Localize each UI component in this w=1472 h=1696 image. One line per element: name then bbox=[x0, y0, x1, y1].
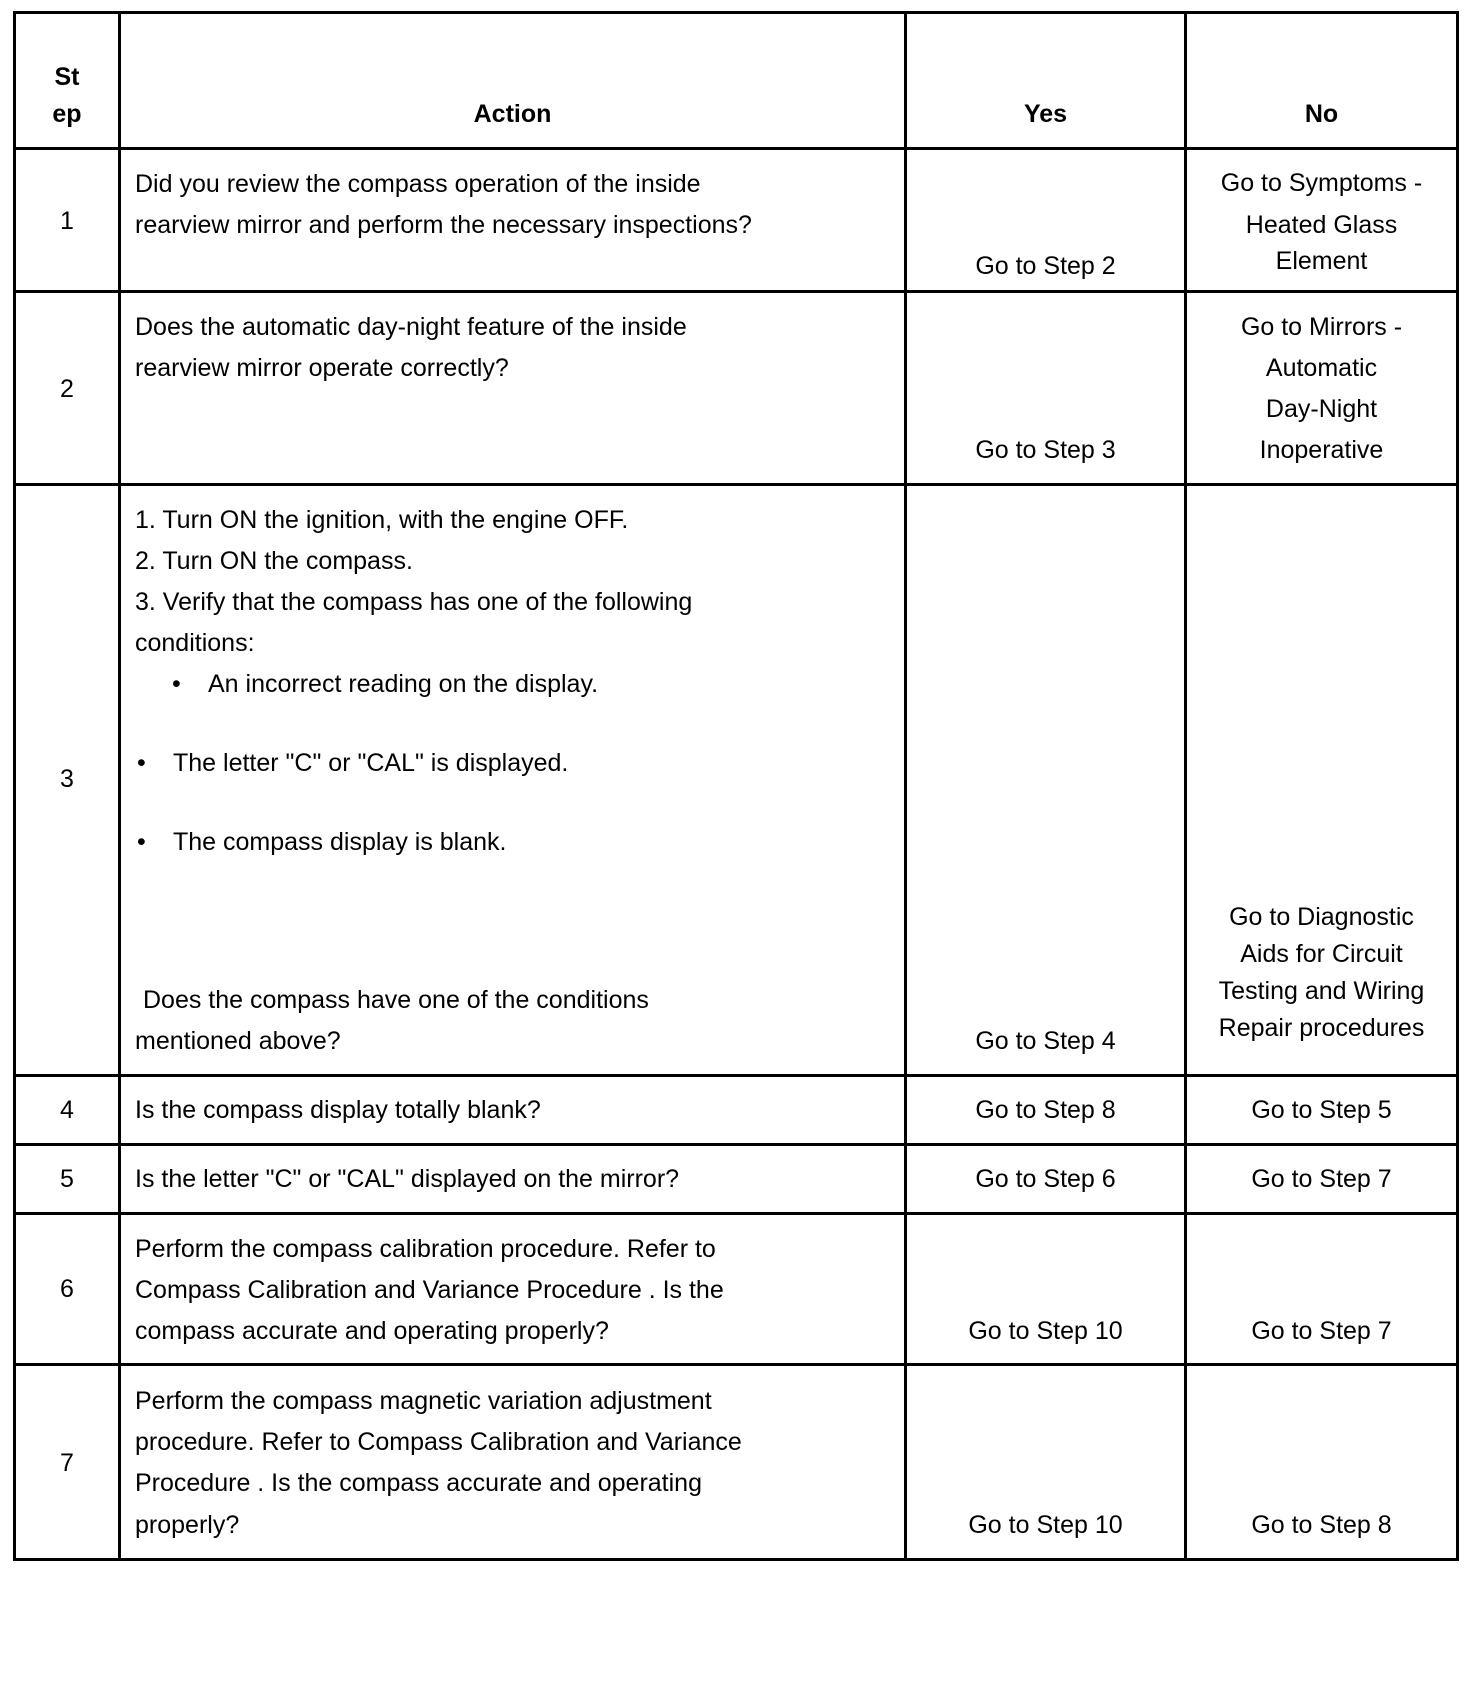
no-cell bbox=[1187, 486, 1456, 1074]
no-line: Go to Step 7 bbox=[1251, 1165, 1392, 1193]
no-line: Testing and Wiring bbox=[1218, 977, 1425, 1005]
bullet-text: An incorrect reading on the display. bbox=[208, 670, 599, 698]
numbered-step: 2. Turn ON the compass. bbox=[135, 547, 413, 575]
no-cell bbox=[1187, 1146, 1456, 1212]
no-line: Go to Symptoms - bbox=[1220, 169, 1423, 197]
bullet-icon: • bbox=[172, 670, 181, 698]
action-line: Is the letter "C" or "CAL" displayed on the mirror? bbox=[135, 1165, 680, 1193]
step-cell bbox=[16, 1215, 121, 1363]
no-line: Element bbox=[1275, 247, 1368, 275]
action-line: properly? bbox=[135, 1511, 240, 1539]
yes-cell bbox=[907, 486, 1187, 1074]
action-cell bbox=[121, 150, 907, 290]
header-step-cell bbox=[16, 14, 121, 147]
question-line: Does the compass have one of the conditions bbox=[143, 986, 649, 1014]
step-cell bbox=[16, 293, 121, 483]
header-no-cell bbox=[1187, 14, 1456, 147]
action-line: Perform the compass magnetic variation adjustment bbox=[135, 1387, 712, 1415]
action-cell bbox=[121, 1146, 907, 1212]
action-line: rearview mirror operate correctly? bbox=[135, 354, 509, 382]
yes-link: Go to Step 10 bbox=[968, 1317, 1123, 1345]
no-line: Go to Diagnostic bbox=[1229, 903, 1414, 931]
action-line: Is the compass display totally blank? bbox=[135, 1096, 541, 1124]
header-action: Action bbox=[473, 100, 552, 128]
step-number: 5 bbox=[60, 1165, 74, 1193]
header-step-line-1: St bbox=[54, 63, 80, 91]
header-action-cell bbox=[121, 14, 907, 147]
action-line: procedure. Refer to Compass Calibration and Variance bbox=[135, 1428, 742, 1456]
no-line: Go to Step 5 bbox=[1251, 1096, 1392, 1124]
action-cell bbox=[121, 1215, 907, 1363]
action-line: Compass Calibration and Variance Procedure . Is the bbox=[135, 1276, 724, 1304]
step-number: 3 bbox=[60, 765, 74, 793]
step-cell bbox=[16, 1146, 121, 1212]
step-number: 1 bbox=[60, 207, 74, 235]
bullet-icon: • bbox=[137, 749, 146, 777]
action-cell bbox=[121, 1077, 907, 1143]
no-line: Go to Step 8 bbox=[1251, 1511, 1392, 1539]
step-number: 6 bbox=[60, 1275, 74, 1303]
numbered-step-continuation: conditions: bbox=[135, 629, 255, 657]
no-cell bbox=[1187, 1077, 1456, 1143]
bullet-text: The compass display is blank. bbox=[173, 828, 507, 856]
action-cell bbox=[121, 293, 907, 483]
yes-link: Go to Step 2 bbox=[975, 252, 1116, 280]
question-line: mentioned above? bbox=[135, 1027, 341, 1055]
no-cell bbox=[1187, 1215, 1456, 1363]
table-row bbox=[13, 1146, 1459, 1215]
yes-link: Go to Step 10 bbox=[968, 1511, 1123, 1539]
step-cell bbox=[16, 1077, 121, 1143]
no-line: Heated Glass bbox=[1245, 211, 1398, 239]
no-line: Repair procedures bbox=[1218, 1014, 1425, 1042]
yes-link: Go to Step 4 bbox=[975, 1027, 1116, 1055]
yes-cell bbox=[907, 1215, 1187, 1363]
no-cell bbox=[1187, 293, 1456, 483]
table-row bbox=[13, 1077, 1459, 1146]
step-number: 4 bbox=[60, 1096, 74, 1124]
diagnostic-table bbox=[13, 11, 1459, 1561]
action-cell bbox=[121, 1366, 907, 1558]
no-line: Inoperative bbox=[1259, 436, 1384, 464]
header-no: No bbox=[1304, 100, 1339, 128]
action-line: Perform the compass calibration procedure. Refer to bbox=[135, 1235, 716, 1263]
header-yes: Yes bbox=[1023, 100, 1068, 128]
bullet-icon: • bbox=[137, 828, 146, 856]
table-row bbox=[13, 150, 1459, 293]
table-row bbox=[13, 1366, 1459, 1561]
table-header-row bbox=[13, 11, 1459, 150]
no-line: Go to Step 7 bbox=[1251, 1317, 1392, 1345]
yes-cell bbox=[907, 293, 1187, 483]
step-cell bbox=[16, 486, 121, 1074]
no-cell bbox=[1187, 150, 1456, 290]
yes-link: Go to Step 8 bbox=[975, 1096, 1116, 1124]
no-cell bbox=[1187, 1366, 1456, 1558]
action-line: Did you review the compass operation of the inside bbox=[135, 170, 701, 198]
step-cell bbox=[16, 150, 121, 290]
bullet-text: The letter "C" or "CAL" is displayed. bbox=[173, 749, 569, 777]
action-line: Procedure . Is the compass accurate and operating bbox=[135, 1469, 702, 1497]
table-row bbox=[13, 293, 1459, 486]
no-line: Aids for Circuit bbox=[1240, 940, 1403, 968]
step-cell bbox=[16, 1366, 121, 1558]
yes-cell bbox=[907, 1077, 1187, 1143]
step-number: 2 bbox=[60, 375, 74, 403]
header-yes-cell bbox=[907, 14, 1187, 147]
action-line: compass accurate and operating properly? bbox=[135, 1317, 609, 1345]
yes-cell bbox=[907, 1366, 1187, 1558]
action-line: rearview mirror and perform the necessary inspections? bbox=[135, 211, 752, 239]
action-cell bbox=[121, 486, 907, 1074]
numbered-step: 3. Verify that the compass has one of the following bbox=[135, 588, 693, 616]
no-line: Day-Night bbox=[1265, 395, 1378, 423]
table-row bbox=[13, 486, 1459, 1077]
action-line: Does the automatic day-night feature of the inside bbox=[135, 313, 687, 341]
yes-link: Go to Step 6 bbox=[975, 1165, 1116, 1193]
yes-cell bbox=[907, 150, 1187, 290]
yes-cell bbox=[907, 1146, 1187, 1212]
no-line: Go to Mirrors - bbox=[1240, 313, 1403, 341]
no-line: Automatic bbox=[1265, 354, 1378, 382]
table-row bbox=[13, 1215, 1459, 1366]
yes-link: Go to Step 3 bbox=[975, 436, 1116, 464]
numbered-step: 1. Turn ON the ignition, with the engine OFF. bbox=[135, 506, 629, 534]
header-step-line-2: ep bbox=[52, 100, 82, 128]
step-number: 7 bbox=[60, 1449, 74, 1477]
